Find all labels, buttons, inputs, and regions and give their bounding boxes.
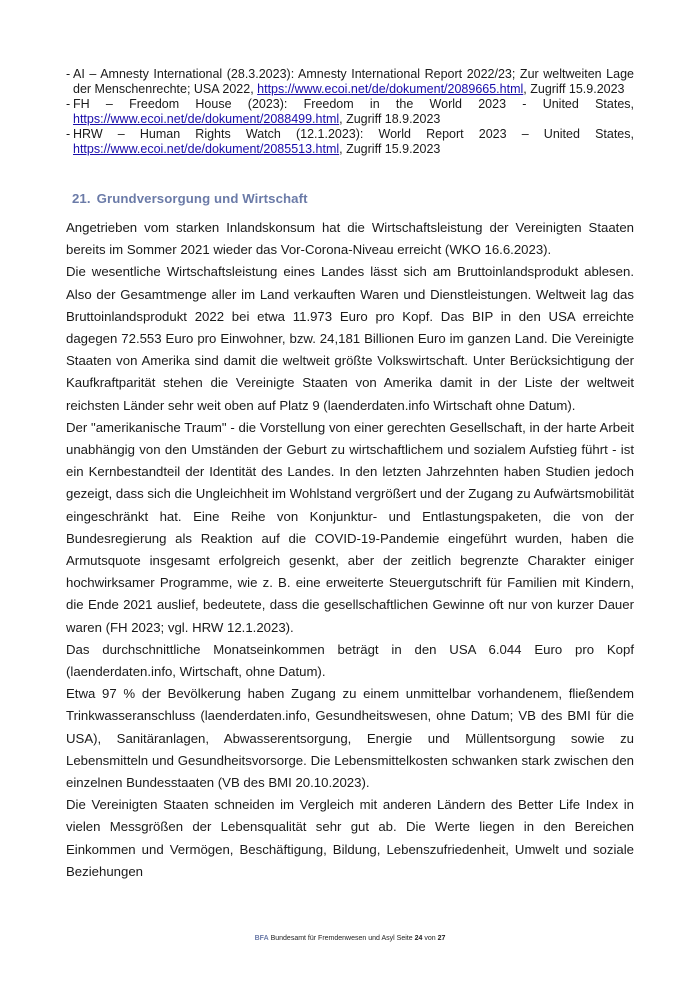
- footer-page-word: Seite: [396, 935, 413, 942]
- source-link[interactable]: https://www.ecoi.net/de/dokument/2085513.html: [73, 141, 340, 156]
- source-text: [73, 97, 634, 126]
- section-title: Grundversorgung und Wirtschaft: [96, 191, 308, 206]
- source-access-date: , Zugriff 15.9.2023: [523, 81, 625, 96]
- source-citation: AI – Amnesty International (28.3.2023): Amnesty International Report 2022/23; Zur weltweiten Lage der Menschenrechte; USA 2022,: [73, 67, 634, 96]
- footer-page-number: 24: [414, 935, 423, 942]
- footer-page-total: 27: [437, 935, 446, 942]
- source-citation: FH – Freedom House (2023): Freedom in the World 2023 - United States,: [73, 97, 634, 112]
- section-heading: [72, 191, 308, 206]
- source-text: [73, 67, 634, 96]
- paragraph: Die wesentliche Wirtschaftsleistung eines Landes lässt sich am Bruttoinlandsprodukt ablesen. Also der Gesamtmenge aller im Land verkauften Waren und Dienstleistungen. Weltweit lag das Bruttoinlandsprodukt 2022 bei etwa 11.973 Euro pro Kopf. Das BIP in den USA erreichte dagegen 72.553 Euro pro Einwohner, bzw. 24,181 Billionen Euro im ganzen Land. Die Vereinigte Staaten von Amerika sind damit die weltweit größte Volkswirtschaft. Unter Berücksichtigung der Kaufkraftparität stehen die Vereinigte Staaten von Amerika damit in der Liste der weltweit reichsten Länder sehr weit oben auf Platz 9 (laenderdaten.info Wirtschaft ohne Datum).: [66, 264, 634, 413]
- source-list: [66, 67, 634, 158]
- source-citation: HRW – Human Rights Watch (12.1.2023): World Report 2023 – United States,: [73, 127, 634, 142]
- footer-org: Bundesamt für Fremdenwesen und Asyl: [270, 935, 395, 942]
- source-access-date: , Zugriff 18.9.2023: [339, 111, 441, 126]
- section-number: 21.: [72, 191, 91, 206]
- source-item: [66, 97, 634, 126]
- list-dash: -: [66, 97, 71, 112]
- paragraph: Das durchschnittliche Monatseinkommen beträgt in den USA 6.044 Euro pro Kopf (laenderdaten.info, Wirtschaft, ohne Datum).: [66, 641, 634, 680]
- section-body: [66, 217, 634, 883]
- source-link[interactable]: https://www.ecoi.net/de/dokument/2089665.html: [257, 81, 524, 96]
- list-dash: -: [66, 67, 71, 81]
- source-item: [66, 127, 634, 156]
- source-item: [66, 67, 634, 96]
- source-access-date: , Zugriff 15.9.2023: [339, 141, 441, 156]
- source-text: [73, 127, 634, 156]
- paragraph: Der "amerikanische Traum" - die Vorstellung von einer gerechten Gesellschaft, in der harte Arbeit unabhängig von den Umständen der Geburt zu wirtschaftlichem und sozialem Aufstieg führt - ist ein Kernbestandteil der Identität des Landes. In den letzten Jahrzehnten haben Studien jedoch gezeigt, dass sich die Ungleichheit im Wohlstand vergrößert und der Zugang zu Aufwärtsmobilität eingeschränkt hat. Eine Reihe von Konjunktur- und Entlastungspaketen, die von der Bundesregierung als Reaktion auf die COVID-19-Pandemie eingeführt wurden, haben die Armutsquote insgesamt erfolgreich gesenkt, aber der zeitlich begrenzte Charakter einiger hochwirksamer Programme, wie z. B. eine erweiterte Steuergutschrift für Familien mit Kindern, die Ende 2021 auslief, bedeutete, dass die gesellschaftlichen Gewinne oft nur von kurzer Dauer waren (FH 2023; vgl. HRW 12.1.2023).: [66, 419, 634, 635]
- paragraph: Etwa 97 % der Bevölkerung haben Zugang zu einem unmittelbar vorhandenem, fließendem Trinkwasseranschluss (laenderdaten.info, Gesundheitswesen, ohne Datum; VB des BMI für die USA), Sanitäranlagen, Abwasserentsorgung, Energie und Müllentsorgung sowie zu Lebensmitteln und Gesundheitsvorsorge. Die Lebensmittelkosten schwanken stark zwischen den einzelnen Bundesstaaten (VB des BMI 20.10.2023).: [66, 686, 634, 791]
- page-footer: [0, 935, 700, 942]
- list-dash: -: [66, 127, 71, 142]
- source-link[interactable]: https://www.ecoi.net/de/dokument/2088499.html: [73, 111, 340, 126]
- footer-of-word: von: [424, 935, 436, 942]
- paragraph: Angetrieben vom starken Inlandskonsum hat die Wirtschaftsleistung der Vereinigten Staaten bereits im Sommer 2021 wieder das Vor-Corona-Niveau erreicht (WKO 16.6.2023).: [66, 220, 634, 258]
- paragraph: Die Vereinigten Staaten schneiden im Vergleich mit anderen Ländern des Better Life Index in vielen Messgrößen der Lebensqualität sehr gut ab. Die Werte liegen in den Bereichen Einkommen und Vermögen, Beschäftigung, Bildung, Lebenszufriedenheit, Umwelt und soziale Beziehungen: [66, 797, 634, 879]
- footer-brand: BFA: [254, 935, 269, 942]
